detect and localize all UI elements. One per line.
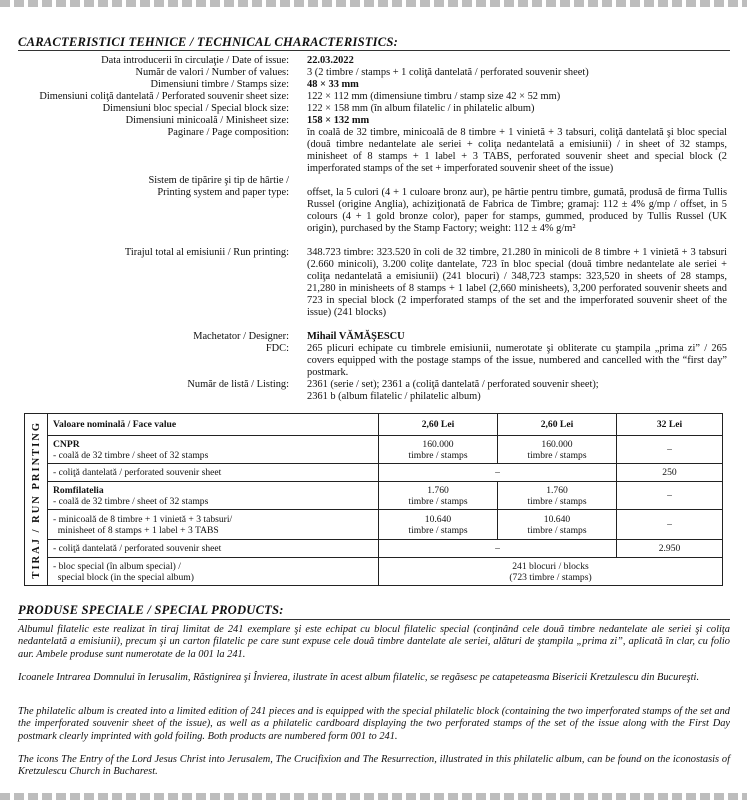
table-row: - minicoală de 8 timbre + 1 vinietă + 3 tabsuri/ minisheet of 8 stamps + 1 label + 3 TABS 10.640 timbre / stamps 10.640 timbre / stamps – (25, 510, 723, 540)
paragraph-album-ro: Albumul filatelic este realizat în tiraj limitat de 241 exemplare şi este echipat cu blocul filatelic special (conţinând cele două timbre nedantelate ale seriei şi coliţa nedantelată a emisiunii), precum şi un carton filatelic pe care sunt expuse cele două timbre dantelate ale seriei, alături de ştampila „prima zi”, aplicată în clar, cu folio aur. Ambele produse sunt numerotate de la 001 la 241. (18, 624, 730, 660)
row-fdc: FDC: 265 plicuri echipate cu timbrele emisiunii, numerotate şi obliterate cu ştampila „prima zi” / 265 covers equipped with the postage stamps of the issue, numbered and cancelled with the “first day” postmark. (265, 343, 727, 378)
row-block-size: Dimensiuni bloc special / Special block size: 122 × 158 mm (în album filatelic / in philatelic album) (102, 103, 535, 114)
bottom-border (0, 793, 747, 800)
row-run-printing: Tirajul total al emisiunii / Run printing: 348.723 timbre: 323.520 în coli de 32 timbre, 21.280 în minicoli de 8 timbre + 1 vinietă + 3 tabsuri (2.660 minicoli), 3.200 coliţe dantelate, 723 în bloc special (două timbre nedantelate ale seriei + coliţa nedantelată a emisiunii) (241 blocuri) / 348,723 stamps: 323,520 in sheets of 28 stamps, 21,280 in minisheets of 8 stamps + 1 label (2,660 minisheets), 3,200 perforated souvenir sheets and 723 in special block (2 imperforated stamps of the set and the imperforated souvenir sheet of the issue) (241 blocks) (124, 247, 727, 318)
paragraph-icons-en: The icons The Entry of the Lord Jesus Christ into Jerusalem, The Crucifixion and The Resurrection, illustrated in this philatelic album, can be found on the iconostasis of Kretzulescu Church in Bucharest. (18, 754, 730, 778)
products-title: PRODUSE SPECIALE / SPECIAL PRODUCTS: (18, 603, 284, 617)
table-side-label: TIRAJ / RUN PRINTING (25, 414, 48, 586)
paragraph-icons-ro: Icoanele Intrarea Domnului în Ierusalim, Răstignirea şi Învierea, ilustrate în acest album filatelic, se regăsesc pe catapeteasma Bisericii Kretzulescu din Bucureşti. (18, 672, 700, 683)
products-title-rule (18, 619, 730, 620)
top-border (0, 0, 747, 7)
table-row: CNPR - coală de 32 timbre / sheet of 32 stamps 160.000 timbre / stamps 160.000 timbre / stamps – (25, 436, 723, 464)
row-values: Număr de valori / Number of values: 3 (2 timbre / stamps + 1 coliţă dantelată / perforated souvenir sheet) (135, 67, 589, 78)
row-printing-system: Sistem de tipărire şi tip de hârtie / Printing system and paper type: offset, la 5 culori (4 + 1 culoare bronz aur), pe hârtie pentru timbre, gumată, produsă de firma Tullis Russel (origine Anglia), achiziţionată de Fabrica de Timbre; gramaj: 112 ± 4% g/mp / offset, in 5 colours (4 + 1 gold bronze color), paper for stamps, gummed, produced by Tullis Russel (UK origin), purchased by the Stamp Factory; weight: 112 ± 4% g/m² (148, 175, 727, 234)
table-header-row: TIRAJ / RUN PRINTING Valoare nominală / Face value 2,60 Lei 2,60 Lei 32 Lei (25, 414, 723, 436)
run-printing-table (24, 413, 723, 586)
row-date: Data introducerii în circulaţie / Date of issue: 22.03.2022 (101, 55, 354, 66)
tech-characteristics (0, 55, 747, 403)
table-row: - bloc special (în album special) / special block (in the special album) 241 blocuri / blocks (723 timbre / stamps) (25, 558, 723, 586)
row-designer: Machetator / Designer: Mihail VĂMĂŞESCU (193, 331, 405, 342)
table-row: - coliţă dantelată / perforated souvenir sheet – 2.950 (25, 540, 723, 558)
row-sheet-size: Dimensiuni coliţă dantelată / Perforated souvenir sheet size: 122 × 112 mm (dimensiune timbru / stamp size 42 × 52 mm) (39, 91, 561, 102)
row-page-composition: Paginare / Page composition: în coală de 32 timbre, minicoală de 8 timbre + 1 vinietă + 3 tabsuri, coliţă dantelată şi bloc special (două timbre nedantelate ale seriei + coliţa nedantelată a emisiunii) / in sheet of 32 stamps, minisheet of 8 stamps + 1 label + 3 TABS, perforated souvenir sheet and special block (2 imperforated stamps of the set + imperforated souvenir sheet of the issue) (167, 127, 727, 174)
row-stamp-size: Dimensiuni timbre / Stamps size: 48 × 33 mm (150, 79, 359, 90)
table-row: - coliţă dantelată / perforated souvenir sheet – 250 (25, 464, 723, 482)
row-listing: Număr de listă / Listing: 2361 (serie / set); 2361 a (coliţă dantelată / perforated souvenir sheet); 2361 b (album filatelic / philatelic album) (187, 379, 599, 402)
row-minisheet-size: Dimensiuni minicoală / Minisheet size: 158 × 132 mm (125, 115, 370, 126)
tech-title: CARACTERISTICI TEHNICE / TECHNICAL CHARACTERISTICS: (18, 35, 398, 49)
tech-title-rule (18, 50, 730, 51)
paragraph-album-en: The philatelic album is created into a limited edition of 241 pieces and is equipped with the special philatelic block (containing the two imperforated stamps of the set and the imperforated souvenir sheet of the issue), as well as a philatelic cardboard displaying the two perforated stamps of the set of the issue along with the First Day postmark clearly imprinted with gold foiling. Both products are numbered form 001 to 241. (18, 706, 730, 742)
table-row: Romfilatelia - coală de 32 timbre / sheet of 32 stamps 1.760 timbre / stamps 1.760 timbre / stamps – (25, 482, 723, 510)
